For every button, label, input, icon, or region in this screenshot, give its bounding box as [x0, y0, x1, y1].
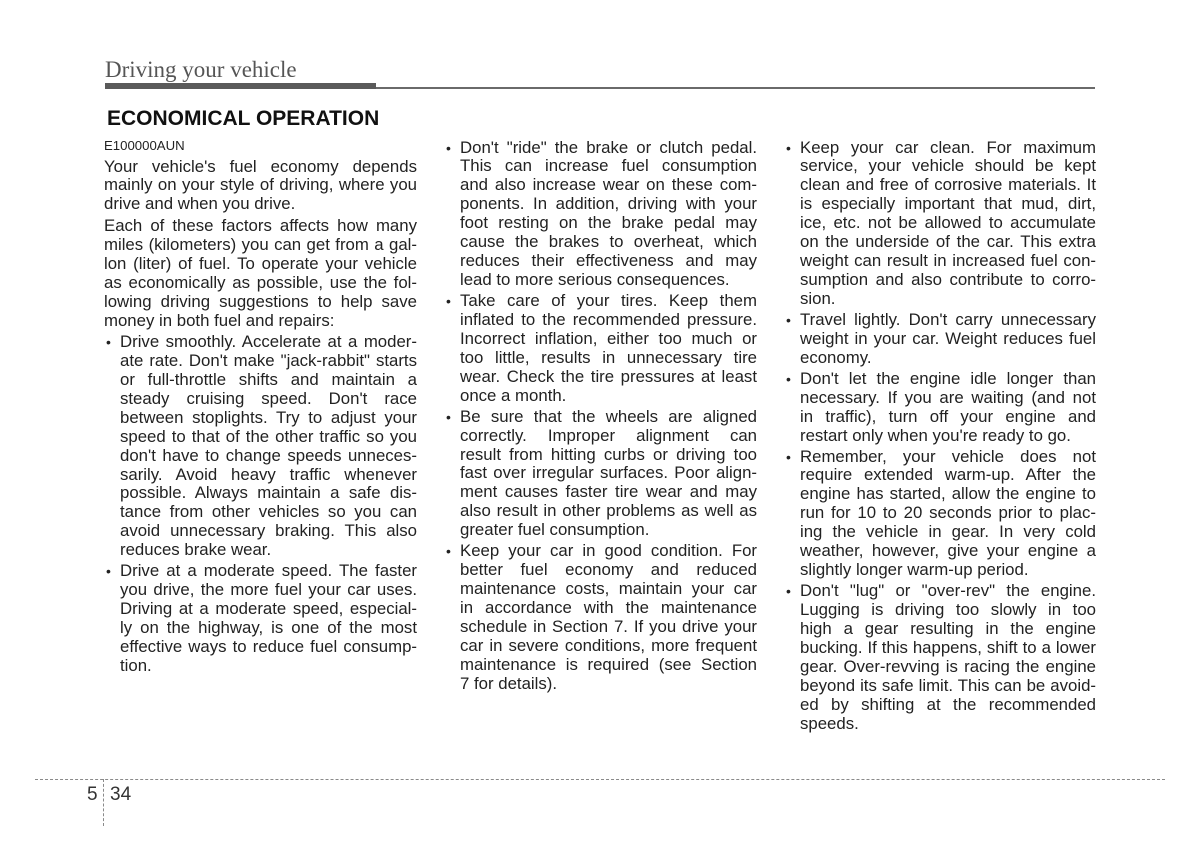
bullet-marker: •	[446, 543, 451, 560]
bullet-marker: •	[786, 311, 791, 328]
text-line: cause the brakes to overheat, which	[460, 232, 757, 252]
text-line: Incorrect inflation, either too much or	[460, 328, 757, 348]
text-line: between stoplights. Try to adjust your	[120, 407, 417, 427]
text-line: is especially important that mud, dirt,	[800, 194, 1096, 214]
bullet-item	[444, 139, 757, 291]
text-line: in traffic), turn off your engine and	[800, 406, 1096, 426]
bullet-marker: •	[446, 408, 451, 425]
bullet-item	[784, 448, 1096, 581]
text-line: service, your vehicle should be kept	[800, 156, 1096, 176]
header-rule	[376, 87, 1095, 89]
text-line: ponents. In addition, driving with your	[460, 194, 757, 214]
bullet-item	[444, 292, 757, 406]
text-line: also result in other problems as well as	[460, 501, 757, 521]
text-line: necessary. If you are waiting (and not	[800, 387, 1096, 407]
page-number: 34	[110, 784, 132, 805]
text-line: effective ways to reduce fuel consump-	[120, 636, 417, 656]
text-line: foot resting on the brake pedal may	[460, 213, 757, 233]
text-line: Don't "lug" or "over-rev" the engine.	[800, 581, 1096, 601]
text-line: maintenance costs, maintain your car	[460, 579, 757, 599]
text-line: inflated to the recommended pressure.	[460, 309, 757, 329]
text-line: weight in your car. Weight reduces fuel	[800, 328, 1096, 348]
bullet-marker: •	[786, 448, 791, 465]
text-line: Keep your car clean. For maximum	[800, 137, 1096, 157]
text-line: sumption and also contribute to corro-	[800, 270, 1096, 290]
text-line: ed by shifting at the recommended	[800, 694, 1096, 714]
bullet-marker: •	[786, 370, 791, 387]
text-line: drive and when you drive.	[104, 194, 296, 214]
text-line: maintenance is required (see Section	[460, 654, 757, 674]
text-line: or full-throttle shifts and maintain a	[120, 369, 417, 389]
text-line: weather, however, give your engine a	[800, 541, 1096, 561]
text-line: you drive, the more fuel your car uses.	[120, 580, 417, 600]
text-line: reduces their effectiveness and may	[460, 251, 757, 271]
bullet-item	[784, 311, 1096, 368]
text-line: slightly longer warm-up period.	[800, 560, 1029, 580]
text-line: schedule in Section 7. If you drive your	[460, 616, 757, 636]
text-line: avoid unnecessary braking. This also	[120, 521, 417, 541]
text-line: ice, etc. not be allowed to accumulate	[800, 213, 1096, 233]
text-line: correctly. Improper alignment can	[460, 425, 757, 445]
text-line: once a month.	[460, 385, 567, 405]
text-line: mainly on your style of driving, where you	[104, 175, 417, 195]
text-line: wear. Check the tire pressures at least	[460, 366, 757, 386]
text-line: ment causes faster tire wear and may	[460, 482, 757, 502]
text-line: tance from other vehicles so you can	[120, 502, 417, 522]
text-line: clean and free of corrosive materials. It	[800, 175, 1096, 195]
text-line: in accordance with the maintenance	[460, 598, 757, 617]
text-line: require extended warm-up. After the	[800, 465, 1096, 485]
text-line: possible. Always maintain a safe dis-	[120, 483, 417, 503]
bullet-item	[784, 370, 1096, 446]
text-line: high a gear resulting in the engine	[800, 618, 1096, 638]
text-line: Drive at a moderate speed. The faster	[120, 561, 417, 581]
text-line: Don't "ride" the brake or clutch pedal.	[460, 137, 757, 157]
text-line: on the underside of the car. This extra	[800, 232, 1096, 252]
text-line: weight can result in increased fuel con-	[800, 251, 1096, 271]
text-line: better fuel economy and reduced	[460, 560, 757, 580]
text-line: 7 for details).	[460, 673, 558, 693]
text-line: restart only when you're ready to go.	[800, 425, 1071, 445]
text-line: Keep your car in good condition. For	[460, 541, 757, 561]
text-line: reduces brake wear.	[120, 540, 272, 560]
text-line: sarily. Avoid heavy traffic whenever	[120, 464, 417, 484]
text-line: Each of these factors affects how many	[104, 216, 417, 236]
text-line: This can increase fuel consumption	[460, 156, 757, 176]
text-line: speed to that of the other traffic so you	[120, 426, 417, 446]
bullet-item	[444, 542, 757, 694]
bullet-marker: •	[106, 563, 111, 580]
paragraph	[104, 217, 417, 331]
bullet-item	[104, 333, 417, 560]
text-line: bucking. If this happens, shift to a lower	[800, 637, 1096, 657]
text-line: too little, results in unnecessary tire	[460, 347, 757, 367]
text-line: Don't let the engine idle longer than	[800, 368, 1096, 388]
text-line: Travel lightly. Don't carry unnecessary	[800, 309, 1096, 329]
bullet-marker: •	[786, 583, 791, 600]
bullet-item	[784, 139, 1096, 309]
text-line: don't have to change speeds unneces-	[120, 445, 417, 465]
text-line: miles (kilometers) you can get from a gal-	[104, 235, 417, 255]
text-line: as economically as possible, use the fol-	[104, 273, 417, 293]
text-line: gear. Over-revving is racing the engine	[800, 656, 1096, 676]
text-line: car in severe conditions, more frequent	[460, 635, 757, 655]
text-line: and also increase wear on these com-	[460, 175, 757, 195]
bullet-item	[444, 408, 757, 541]
text-line: result from hitting curbs or driving too	[460, 444, 757, 464]
column-middle	[444, 139, 757, 694]
text-line: money in both fuel and repairs:	[104, 311, 335, 330]
running-head: Driving your vehicle	[105, 57, 297, 82]
bullet-item	[104, 562, 417, 676]
bullet-item	[784, 582, 1096, 734]
header-rule-accent	[105, 83, 376, 89]
text-line: ing the vehicle in gear. In very cold	[800, 522, 1096, 542]
text-line: Take care of your tires. Keep them	[460, 291, 757, 310]
text-line: engine has started, allow the engine to	[800, 484, 1096, 504]
column-left	[104, 139, 417, 676]
text-line: Lugging is driving too slowly in too	[800, 600, 1096, 619]
chapter-number: 5	[87, 784, 98, 805]
text-line: lead to more serious consequences.	[460, 270, 730, 290]
text-line: Be sure that the wheels are aligned	[460, 406, 757, 426]
footer-divider	[103, 779, 104, 826]
text-line: beyond its safe limit. This can be avoid-	[800, 675, 1096, 695]
text-line: Remember, your vehicle does not	[800, 446, 1096, 466]
bullet-marker: •	[446, 139, 451, 156]
text-line: steady cruising speed. Don't race	[120, 388, 417, 408]
text-line: fast over irregular surfaces. Poor align-	[460, 463, 757, 483]
text-line: lon (liter) of fuel. To operate your vehicle	[104, 254, 417, 274]
text-line: Drive smoothly. Accelerate at a moder-	[120, 331, 417, 351]
text-line: run for 10 to 20 seconds prior to plac-	[800, 503, 1096, 523]
text-line: ate rate. Don't make "jack-rabbit" starts	[120, 350, 417, 370]
section-code: E100000AUN	[104, 137, 185, 153]
text-line: lowing driving suggestions to help save	[104, 292, 417, 312]
paragraph	[104, 158, 417, 215]
bullet-marker: •	[106, 333, 111, 350]
footer-rule	[35, 779, 1165, 780]
column-right	[784, 139, 1096, 734]
text-line: economy.	[800, 347, 872, 367]
bullet-marker: •	[446, 293, 451, 309]
text-line: Driving at a moderate speed, especial-	[120, 599, 417, 619]
bullet-marker: •	[786, 139, 791, 156]
text-line: greater fuel consumption.	[460, 520, 650, 540]
text-line: sion.	[800, 289, 836, 308]
text-line: ly on the highway, is one of the most	[120, 618, 417, 637]
text-line: speeds.	[800, 713, 859, 733]
text-line: Your vehicle's fuel economy depends	[104, 156, 417, 176]
text-line: tion.	[120, 655, 152, 675]
section-title: ECONOMICAL OPERATION	[107, 107, 380, 130]
